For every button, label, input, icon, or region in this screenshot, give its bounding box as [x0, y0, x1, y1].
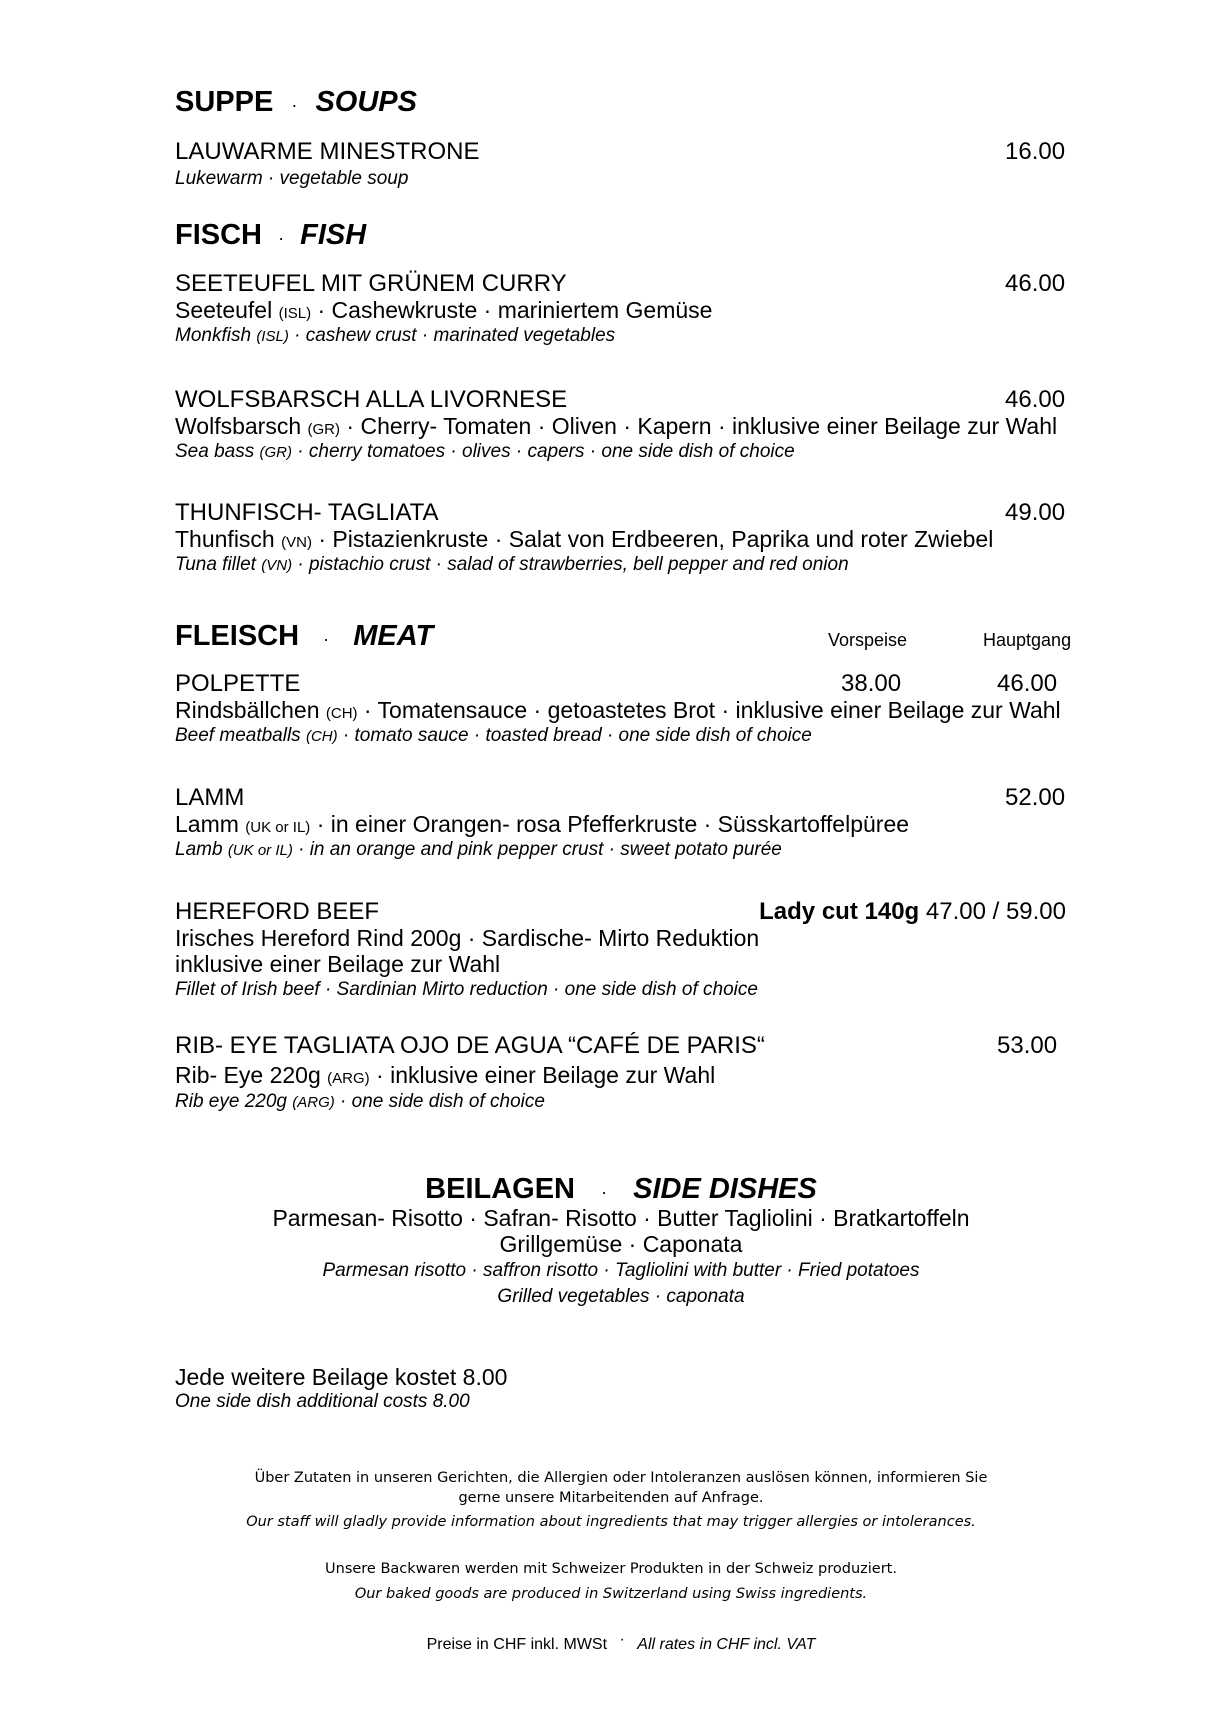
item-name: WOLFSBARSCH ALLA LIVORNESE: [175, 386, 568, 413]
item-description-de: Lamm (UK or IL) · in einer Orangen- rosa Pfefferkruste · Süsskartoffelpüree: [175, 811, 910, 837]
column-header-main: Hauptgang: [983, 630, 1072, 650]
section-heading-fish: FISCH · FISH: [175, 219, 367, 251]
item-description-en: Fillet of Irish beef · Sardinian Mirto reduction · one side dish of choice: [175, 979, 758, 1000]
item-description-de: Rindsbällchen (CH) · Tomatensauce · getoastetes Brot · inklusive einer Beilage zur Wahl: [175, 697, 1061, 723]
item-name: LAUWARME MINESTRONE: [175, 138, 480, 165]
item-price: 46.00: [1005, 386, 1066, 413]
sides-list-de: Parmesan- Risotto · Safran- Risotto · Butter Tagliolini · Bratkartoffeln: [272, 1205, 970, 1231]
section-heading-sides: BEILAGEN · SIDE DISHES: [425, 1173, 817, 1205]
allergy-note-de-2: gerne unsere Mitarbeitenden auf Anfrage.: [458, 1490, 764, 1506]
item-price: 46.00: [1005, 270, 1066, 297]
item-name: SEETEUFEL MIT GRÜNEM CURRY: [175, 270, 567, 297]
section-heading-meat: FLEISCH · MEAT: [175, 620, 434, 652]
sides-list-de-2: Grillgemüse · Caponata: [499, 1231, 743, 1257]
sides-list-en: Parmesan risotto · saffron risotto · Tagliolini with butter · Fried potatoes: [322, 1260, 920, 1281]
item-price: 16.00: [1005, 138, 1066, 165]
item-description-en: Lukewarm · vegetable soup: [175, 168, 409, 189]
item-name: THUNFISCH- TAGLIATA: [175, 499, 439, 526]
extra-side-cost-en: One side dish additional costs 8.00: [175, 1391, 470, 1412]
item-description-de: Seeteufel (ISL) · Cashewkruste · mariniertem Gemüse: [175, 297, 713, 323]
item-description-en: Monkfish (ISL) · cashew crust · marinated vegetables: [175, 325, 616, 346]
item-price-starter: 38.00: [841, 670, 902, 697]
allergy-note-de: Über Zutaten in unseren Gerichten, die Allergien oder Intoleranzen auslösen können, informieren Sie: [254, 1470, 988, 1486]
item-name: POLPETTE: [175, 670, 301, 697]
item-description-en: Tuna fillet (VN) · pistachio crust · salad of strawberries, bell pepper and red onion: [175, 554, 849, 575]
allergy-note-en: Our staff will gladly provide information about ingredients that may trigger allergies or intolerances.: [246, 1514, 976, 1530]
item-description-de-2: inklusive einer Beilage zur Wahl: [175, 951, 501, 977]
item-price: 49.00: [1005, 499, 1066, 526]
sides-list-en-2: Grilled vegetables · caponata: [497, 1286, 745, 1307]
item-name: HEREFORD BEEF: [175, 898, 380, 925]
item-name: LAMM: [175, 784, 245, 811]
item-price-cut: Lady cut 140g 47.00 / 59.00: [759, 898, 1066, 925]
item-price: 46.00: [997, 670, 1058, 697]
item-description-en: Lamb (UK or IL) · in an orange and pink pepper crust · sweet potato purée: [175, 839, 782, 860]
bakery-note-en: Our baked goods are produced in Switzerland using Swiss ingredients.: [354, 1586, 868, 1602]
item-price: 52.00: [1005, 784, 1066, 811]
item-description-en: Rib eye 220g (ARG) · one side dish of choice: [175, 1091, 545, 1112]
bakery-note-de: Unsere Backwaren werden mit Schweizer Produkten in der Schweiz produziert.: [325, 1561, 897, 1577]
item-description-en: Beef meatballs (CH) · tomato sauce · toasted bread · one side dish of choice: [175, 725, 812, 746]
item-description-de: Thunfisch (VN) · Pistazienkruste · Salat von Erdbeeren, Paprika und roter Zwiebel: [175, 526, 994, 552]
extra-side-cost-de: Jede weitere Beilage kostet 8.00: [175, 1364, 508, 1390]
item-description-de: Wolfsbarsch (GR) · Cherry- Tomaten · Oliven · Kapern · inklusive einer Beilage zur Wahl: [175, 413, 1058, 439]
footer-prices-note: Preise in CHF inkl. MWSt · All rates in CHF incl. VAT: [426, 1631, 816, 1653]
item-description-de: Rib- Eye 220g (ARG) · inklusive einer Beilage zur Wahl: [175, 1062, 716, 1088]
item-name: RIB- EYE TAGLIATA OJO DE AGUA “CAFÉ DE PARIS“: [175, 1032, 765, 1059]
item-price: 53.00: [997, 1032, 1058, 1059]
item-description-de: Irisches Hereford Rind 200g · Sardische- Mirto Reduktion: [175, 925, 760, 951]
item-description-en: Sea bass (GR) · cherry tomatoes · olives · capers · one side dish of choice: [175, 441, 795, 462]
section-heading-soups: SUPPE · SOUPS: [175, 86, 417, 118]
column-header-starter: Vorspeise: [828, 630, 908, 650]
